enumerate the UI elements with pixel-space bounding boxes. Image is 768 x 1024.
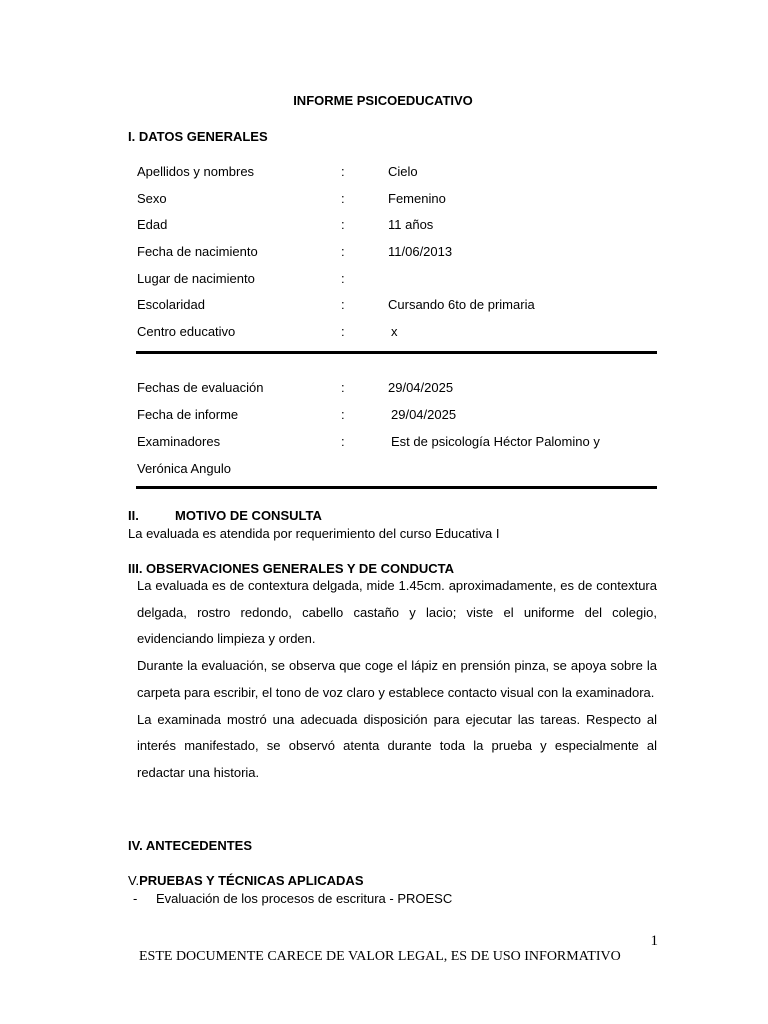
row-separator: :: [341, 191, 345, 206]
row-label: Sexo: [137, 191, 167, 206]
section-5-prefix: V.: [128, 873, 140, 888]
list-item-text: Evaluación de los procesos de escritura - PROESC: [156, 891, 453, 906]
row-value: Femenino: [388, 191, 446, 206]
row-separator: :: [341, 244, 345, 259]
section-3-heading: III. OBSERVACIONES GENERALES Y DE CONDUCTA: [128, 561, 455, 576]
row-separator: :: [341, 434, 345, 449]
row-value: 11/06/2013: [388, 244, 453, 259]
row-value: 29/04/2025: [391, 407, 457, 422]
row-label: Examinadores: [137, 434, 221, 449]
page-number: 1: [650, 933, 658, 949]
row-value: Est de psicología Héctor Palomino y: [391, 434, 600, 449]
row-separator: :: [341, 380, 345, 395]
row-separator: :: [341, 164, 345, 179]
row-value: x: [391, 324, 398, 339]
section-5-heading: [128, 873, 364, 889]
section-4-heading: IV. ANTECEDENTES: [128, 838, 253, 853]
horizontal-rule: [136, 351, 657, 354]
row-label: Fecha de nacimiento: [137, 244, 258, 259]
section-3-body: [137, 573, 657, 787]
section-2-text: La evaluada es atendida por requerimiento del curso Educativa I: [128, 526, 500, 541]
row-value: 11 años: [388, 217, 434, 232]
row-label: Edad: [137, 217, 168, 232]
footer-notice: ESTE DOCUMENTE CARECE DE VALOR LEGAL, ES DE USO INFORMATIVO: [139, 949, 621, 964]
section-1-heading: I. DATOS GENERALES: [128, 129, 268, 144]
row-label: Lugar de nacimiento: [137, 271, 255, 286]
row-value: Cursando 6to de primaria: [388, 297, 535, 312]
row-label: Escolaridad: [137, 297, 205, 312]
row-separator: :: [341, 297, 345, 312]
section-2-heading: MOTIVO DE CONSULTA: [175, 508, 322, 523]
row-label: Apellidos y nombres: [137, 164, 255, 179]
paragraph: La examinada mostró una adecuada disposición para ejecutar las tareas. Respecto al interés manifestado, se observó atenta durante toda la prueba y especialmente al redactar una historia.: [137, 711, 657, 780]
row-separator: :: [341, 217, 345, 232]
section-2-number: II.: [128, 508, 139, 523]
examiner-continued: Verónica Angulo: [137, 461, 231, 476]
row-separator: :: [341, 271, 345, 286]
row-label: Fechas de evaluación: [137, 380, 264, 395]
list-bullet: -: [133, 891, 138, 906]
row-label: Fecha de informe: [137, 407, 239, 422]
row-value: Cielo: [388, 164, 418, 179]
row-value: 29/04/2025: [388, 380, 454, 395]
row-separator: :: [341, 324, 345, 339]
section-5-title: PRUEBAS Y TÉCNICAS APLICADAS: [139, 873, 364, 888]
row-label: Centro educativo: [137, 324, 236, 339]
horizontal-rule: [136, 486, 657, 489]
paragraph: Durante la evaluación, se observa que coge el lápiz en prensión pinza, se apoya sobre la carpeta para escribir, el tono de voz claro y establece contacto visual con la examinadora.: [137, 658, 657, 700]
paragraph: La evaluada es de contextura delgada, mide 1.45cm. aproximadamente, es de contextura delgada, rostro redondo, cabello castaño y lacio; viste el uniforme del colegio, evidenciando limpieza y orden.: [137, 578, 657, 647]
row-separator: :: [341, 407, 345, 422]
document-title: INFORME PSICOEDUCATIVO: [293, 93, 473, 108]
